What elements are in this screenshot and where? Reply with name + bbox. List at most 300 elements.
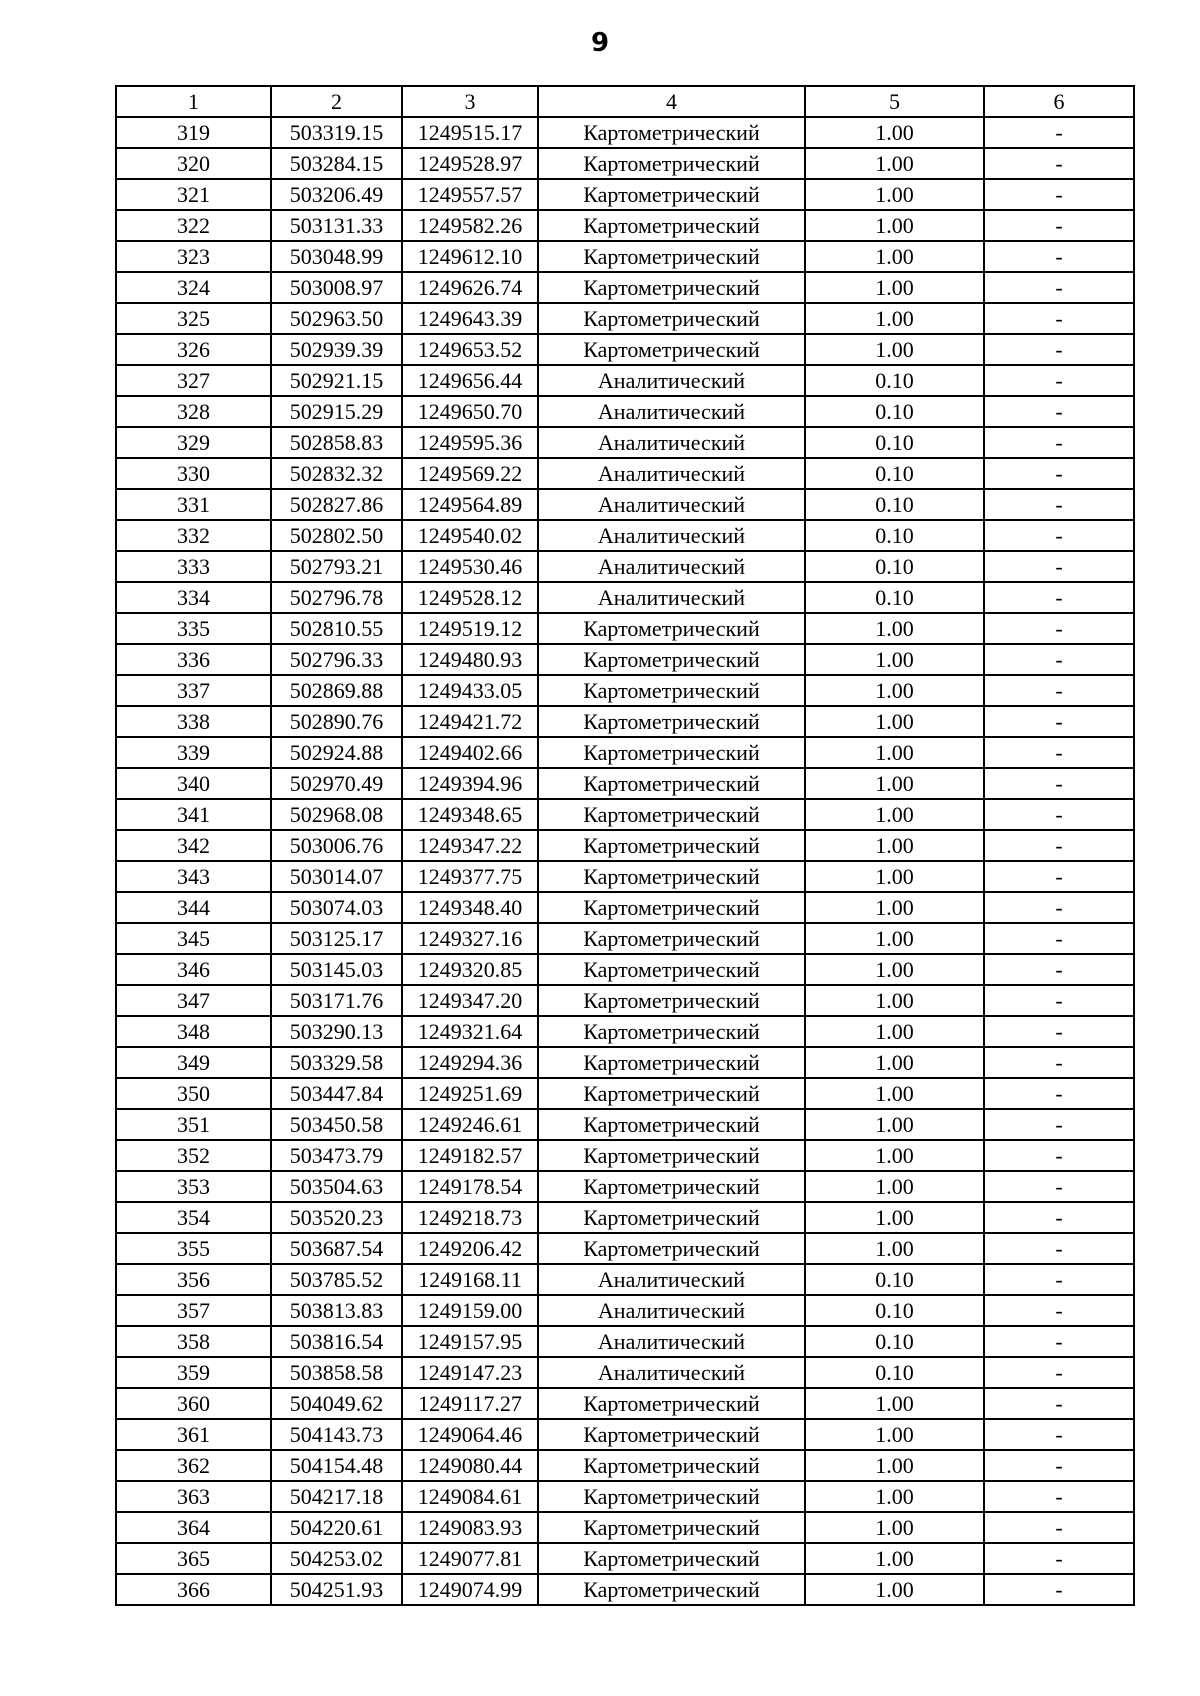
note-cell: - xyxy=(984,1264,1134,1295)
point-number-cell: 342 xyxy=(116,830,271,861)
point-number-cell: 353 xyxy=(116,1171,271,1202)
method-cell: Картометрический xyxy=(538,303,805,334)
accuracy-cell: 1.00 xyxy=(805,334,984,365)
point-number-cell: 351 xyxy=(116,1109,271,1140)
method-cell: Аналитический xyxy=(538,489,805,520)
y-coordinate-cell: 1249530.46 xyxy=(402,551,538,582)
method-cell: Картометрический xyxy=(538,1574,805,1605)
accuracy-cell: 1.00 xyxy=(805,1419,984,1450)
accuracy-cell: 0.10 xyxy=(805,520,984,551)
y-coordinate-cell: 1249515.17 xyxy=(402,117,538,148)
method-cell: Картометрический xyxy=(538,613,805,644)
point-number-cell: 355 xyxy=(116,1233,271,1264)
table-row xyxy=(116,365,1134,396)
x-coordinate-cell: 504049.62 xyxy=(271,1388,402,1419)
note-cell: - xyxy=(984,1109,1134,1140)
point-number-cell: 331 xyxy=(116,489,271,520)
x-coordinate-cell: 503145.03 xyxy=(271,954,402,985)
note-cell: - xyxy=(984,768,1134,799)
point-number-cell: 338 xyxy=(116,706,271,737)
method-cell: Картометрический xyxy=(538,985,805,1016)
method-cell: Аналитический xyxy=(538,1357,805,1388)
accuracy-cell: 0.10 xyxy=(805,458,984,489)
y-coordinate-cell: 1249519.12 xyxy=(402,613,538,644)
x-coordinate-cell: 502869.88 xyxy=(271,675,402,706)
accuracy-cell: 1.00 xyxy=(805,799,984,830)
accuracy-cell: 0.10 xyxy=(805,582,984,613)
accuracy-cell: 1.00 xyxy=(805,985,984,1016)
note-cell: - xyxy=(984,830,1134,861)
x-coordinate-cell: 503048.99 xyxy=(271,241,402,272)
method-cell: Картометрический xyxy=(538,241,805,272)
point-number-cell: 324 xyxy=(116,272,271,303)
accuracy-cell: 1.00 xyxy=(805,1450,984,1481)
method-cell: Картометрический xyxy=(538,830,805,861)
point-number-cell: 361 xyxy=(116,1419,271,1450)
table-row xyxy=(116,551,1134,582)
point-number-cell: 329 xyxy=(116,427,271,458)
x-coordinate-cell: 503319.15 xyxy=(271,117,402,148)
table-row xyxy=(116,210,1134,241)
point-number-cell: 330 xyxy=(116,458,271,489)
table-row xyxy=(116,520,1134,551)
note-cell: - xyxy=(984,923,1134,954)
point-number-cell: 364 xyxy=(116,1512,271,1543)
y-coordinate-cell: 1249159.00 xyxy=(402,1295,538,1326)
y-coordinate-cell: 1249643.39 xyxy=(402,303,538,334)
x-coordinate-cell: 502832.32 xyxy=(271,458,402,489)
point-number-cell: 358 xyxy=(116,1326,271,1357)
table-row xyxy=(116,1357,1134,1388)
method-cell: Картометрический xyxy=(538,1047,805,1078)
y-coordinate-cell: 1249218.73 xyxy=(402,1202,538,1233)
accuracy-cell: 1.00 xyxy=(805,272,984,303)
y-coordinate-cell: 1249377.75 xyxy=(402,861,538,892)
accuracy-cell: 1.00 xyxy=(805,1512,984,1543)
column-header: 4 xyxy=(538,86,805,117)
method-cell: Картометрический xyxy=(538,799,805,830)
table-row xyxy=(116,954,1134,985)
point-number-cell: 354 xyxy=(116,1202,271,1233)
y-coordinate-cell: 1249564.89 xyxy=(402,489,538,520)
note-cell: - xyxy=(984,1047,1134,1078)
y-coordinate-cell: 1249612.10 xyxy=(402,241,538,272)
method-cell: Аналитический xyxy=(538,1264,805,1295)
note-cell: - xyxy=(984,396,1134,427)
x-coordinate-cell: 503171.76 xyxy=(271,985,402,1016)
table-row xyxy=(116,489,1134,520)
x-coordinate-cell: 502802.50 xyxy=(271,520,402,551)
method-cell: Картометрический xyxy=(538,1078,805,1109)
method-cell: Картометрический xyxy=(538,1233,805,1264)
table-row xyxy=(116,1047,1134,1078)
point-number-cell: 322 xyxy=(116,210,271,241)
point-number-cell: 326 xyxy=(116,334,271,365)
table-row xyxy=(116,861,1134,892)
method-cell: Картометрический xyxy=(538,861,805,892)
table-row xyxy=(116,737,1134,768)
table-header-row xyxy=(116,86,1134,117)
table-row xyxy=(116,706,1134,737)
accuracy-cell: 1.00 xyxy=(805,706,984,737)
method-cell: Картометрический xyxy=(538,954,805,985)
note-cell: - xyxy=(984,489,1134,520)
table-row xyxy=(116,799,1134,830)
note-cell: - xyxy=(984,272,1134,303)
note-cell: - xyxy=(984,241,1134,272)
accuracy-cell: 1.00 xyxy=(805,675,984,706)
method-cell: Картометрический xyxy=(538,1450,805,1481)
point-number-cell: 352 xyxy=(116,1140,271,1171)
method-cell: Картометрический xyxy=(538,1419,805,1450)
x-coordinate-cell: 503206.49 xyxy=(271,179,402,210)
y-coordinate-cell: 1249251.69 xyxy=(402,1078,538,1109)
y-coordinate-cell: 1249582.26 xyxy=(402,210,538,241)
accuracy-cell: 1.00 xyxy=(805,954,984,985)
x-coordinate-cell: 503450.58 xyxy=(271,1109,402,1140)
note-cell: - xyxy=(984,1450,1134,1481)
y-coordinate-cell: 1249650.70 xyxy=(402,396,538,427)
x-coordinate-cell: 504220.61 xyxy=(271,1512,402,1543)
accuracy-cell: 1.00 xyxy=(805,1233,984,1264)
table-row xyxy=(116,582,1134,613)
accuracy-cell: 0.10 xyxy=(805,427,984,458)
coordinates-table xyxy=(115,85,1135,1606)
point-number-cell: 328 xyxy=(116,396,271,427)
point-number-cell: 356 xyxy=(116,1264,271,1295)
note-cell: - xyxy=(984,551,1134,582)
point-number-cell: 344 xyxy=(116,892,271,923)
note-cell: - xyxy=(984,1202,1134,1233)
accuracy-cell: 1.00 xyxy=(805,923,984,954)
x-coordinate-cell: 502939.39 xyxy=(271,334,402,365)
note-cell: - xyxy=(984,706,1134,737)
note-cell: - xyxy=(984,303,1134,334)
note-cell: - xyxy=(984,1016,1134,1047)
column-header: 6 xyxy=(984,86,1134,117)
accuracy-cell: 0.10 xyxy=(805,489,984,520)
page-number: 9 xyxy=(590,28,610,58)
method-cell: Аналитический xyxy=(538,1326,805,1357)
y-coordinate-cell: 1249206.42 xyxy=(402,1233,538,1264)
table-row xyxy=(116,644,1134,675)
table-row xyxy=(116,985,1134,1016)
x-coordinate-cell: 504154.48 xyxy=(271,1450,402,1481)
note-cell: - xyxy=(984,1357,1134,1388)
table-row xyxy=(116,1481,1134,1512)
accuracy-cell: 1.00 xyxy=(805,117,984,148)
note-cell: - xyxy=(984,644,1134,675)
x-coordinate-cell: 503125.17 xyxy=(271,923,402,954)
table-row xyxy=(116,303,1134,334)
note-cell: - xyxy=(984,427,1134,458)
point-number-cell: 336 xyxy=(116,644,271,675)
accuracy-cell: 1.00 xyxy=(805,1543,984,1574)
y-coordinate-cell: 1249402.66 xyxy=(402,737,538,768)
x-coordinate-cell: 503014.07 xyxy=(271,861,402,892)
note-cell: - xyxy=(984,210,1134,241)
note-cell: - xyxy=(984,365,1134,396)
table-row xyxy=(116,1078,1134,1109)
note-cell: - xyxy=(984,1574,1134,1605)
method-cell: Картометрический xyxy=(538,768,805,799)
note-cell: - xyxy=(984,954,1134,985)
method-cell: Картометрический xyxy=(538,644,805,675)
y-coordinate-cell: 1249528.12 xyxy=(402,582,538,613)
x-coordinate-cell: 503816.54 xyxy=(271,1326,402,1357)
y-coordinate-cell: 1249347.20 xyxy=(402,985,538,1016)
point-number-cell: 343 xyxy=(116,861,271,892)
x-coordinate-cell: 504251.93 xyxy=(271,1574,402,1605)
note-cell: - xyxy=(984,1481,1134,1512)
x-coordinate-cell: 502921.15 xyxy=(271,365,402,396)
point-number-cell: 346 xyxy=(116,954,271,985)
table-row xyxy=(116,830,1134,861)
table-row xyxy=(116,272,1134,303)
method-cell: Аналитический xyxy=(538,365,805,396)
y-coordinate-cell: 1249168.11 xyxy=(402,1264,538,1295)
x-coordinate-cell: 503131.33 xyxy=(271,210,402,241)
note-cell: - xyxy=(984,1419,1134,1450)
method-cell: Аналитический xyxy=(538,582,805,613)
y-coordinate-cell: 1249074.99 xyxy=(402,1574,538,1605)
method-cell: Картометрический xyxy=(538,210,805,241)
x-coordinate-cell: 503813.83 xyxy=(271,1295,402,1326)
note-cell: - xyxy=(984,520,1134,551)
x-coordinate-cell: 502796.33 xyxy=(271,644,402,675)
table-row xyxy=(116,427,1134,458)
accuracy-cell: 0.10 xyxy=(805,1326,984,1357)
table-row xyxy=(116,613,1134,644)
y-coordinate-cell: 1249117.27 xyxy=(402,1388,538,1419)
method-cell: Картометрический xyxy=(538,923,805,954)
point-number-cell: 350 xyxy=(116,1078,271,1109)
accuracy-cell: 1.00 xyxy=(805,1481,984,1512)
method-cell: Картометрический xyxy=(538,1140,805,1171)
y-coordinate-cell: 1249656.44 xyxy=(402,365,538,396)
y-coordinate-cell: 1249327.16 xyxy=(402,923,538,954)
point-number-cell: 345 xyxy=(116,923,271,954)
point-number-cell: 359 xyxy=(116,1357,271,1388)
y-coordinate-cell: 1249540.02 xyxy=(402,520,538,551)
method-cell: Картометрический xyxy=(538,1481,805,1512)
table-row xyxy=(116,1264,1134,1295)
note-cell: - xyxy=(984,861,1134,892)
table-row xyxy=(116,117,1134,148)
point-number-cell: 341 xyxy=(116,799,271,830)
accuracy-cell: 1.00 xyxy=(805,303,984,334)
accuracy-cell: 1.00 xyxy=(805,1016,984,1047)
method-cell: Картометрический xyxy=(538,1109,805,1140)
note-cell: - xyxy=(984,799,1134,830)
y-coordinate-cell: 1249178.54 xyxy=(402,1171,538,1202)
accuracy-cell: 1.00 xyxy=(805,830,984,861)
method-cell: Картометрический xyxy=(538,148,805,179)
point-number-cell: 363 xyxy=(116,1481,271,1512)
method-cell: Аналитический xyxy=(538,551,805,582)
method-cell: Картометрический xyxy=(538,1512,805,1543)
method-cell: Картометрический xyxy=(538,1388,805,1419)
point-number-cell: 332 xyxy=(116,520,271,551)
accuracy-cell: 0.10 xyxy=(805,551,984,582)
x-coordinate-cell: 503473.79 xyxy=(271,1140,402,1171)
method-cell: Картометрический xyxy=(538,179,805,210)
table-row xyxy=(116,923,1134,954)
y-coordinate-cell: 1249321.64 xyxy=(402,1016,538,1047)
table-row xyxy=(116,1233,1134,1264)
y-coordinate-cell: 1249348.40 xyxy=(402,892,538,923)
note-cell: - xyxy=(984,148,1134,179)
y-coordinate-cell: 1249348.65 xyxy=(402,799,538,830)
note-cell: - xyxy=(984,1512,1134,1543)
x-coordinate-cell: 503329.58 xyxy=(271,1047,402,1078)
table-row xyxy=(116,241,1134,272)
x-coordinate-cell: 502810.55 xyxy=(271,613,402,644)
y-coordinate-cell: 1249294.36 xyxy=(402,1047,538,1078)
note-cell: - xyxy=(984,334,1134,365)
x-coordinate-cell: 502924.88 xyxy=(271,737,402,768)
note-cell: - xyxy=(984,1543,1134,1574)
table-row xyxy=(116,675,1134,706)
point-number-cell: 335 xyxy=(116,613,271,644)
point-number-cell: 365 xyxy=(116,1543,271,1574)
note-cell: - xyxy=(984,737,1134,768)
method-cell: Картометрический xyxy=(538,334,805,365)
point-number-cell: 360 xyxy=(116,1388,271,1419)
column-header: 5 xyxy=(805,86,984,117)
point-number-cell: 349 xyxy=(116,1047,271,1078)
x-coordinate-cell: 503858.58 xyxy=(271,1357,402,1388)
table-row xyxy=(116,1326,1134,1357)
accuracy-cell: 1.00 xyxy=(805,861,984,892)
y-coordinate-cell: 1249569.22 xyxy=(402,458,538,489)
note-cell: - xyxy=(984,1295,1134,1326)
accuracy-cell: 0.10 xyxy=(805,1357,984,1388)
y-coordinate-cell: 1249182.57 xyxy=(402,1140,538,1171)
accuracy-cell: 1.00 xyxy=(805,1171,984,1202)
table-row xyxy=(116,148,1134,179)
note-cell: - xyxy=(984,613,1134,644)
x-coordinate-cell: 503785.52 xyxy=(271,1264,402,1295)
method-cell: Картометрический xyxy=(538,892,805,923)
note-cell: - xyxy=(984,1326,1134,1357)
accuracy-cell: 1.00 xyxy=(805,1388,984,1419)
x-coordinate-cell: 504253.02 xyxy=(271,1543,402,1574)
table-row xyxy=(116,179,1134,210)
point-number-cell: 319 xyxy=(116,117,271,148)
note-cell: - xyxy=(984,458,1134,489)
table-row xyxy=(116,1109,1134,1140)
table-row xyxy=(116,768,1134,799)
x-coordinate-cell: 502915.29 xyxy=(271,396,402,427)
accuracy-cell: 1.00 xyxy=(805,768,984,799)
x-coordinate-cell: 502890.76 xyxy=(271,706,402,737)
accuracy-cell: 1.00 xyxy=(805,892,984,923)
point-number-cell: 357 xyxy=(116,1295,271,1326)
x-coordinate-cell: 503008.97 xyxy=(271,272,402,303)
x-coordinate-cell: 502970.49 xyxy=(271,768,402,799)
x-coordinate-cell: 502793.21 xyxy=(271,551,402,582)
table-row xyxy=(116,1512,1134,1543)
method-cell: Картометрический xyxy=(538,675,805,706)
y-coordinate-cell: 1249421.72 xyxy=(402,706,538,737)
note-cell: - xyxy=(984,1388,1134,1419)
y-coordinate-cell: 1249080.44 xyxy=(402,1450,538,1481)
x-coordinate-cell: 503520.23 xyxy=(271,1202,402,1233)
point-number-cell: 327 xyxy=(116,365,271,396)
table-row xyxy=(116,458,1134,489)
accuracy-cell: 1.00 xyxy=(805,1078,984,1109)
table-row xyxy=(116,892,1134,923)
column-header: 1 xyxy=(116,86,271,117)
y-coordinate-cell: 1249147.23 xyxy=(402,1357,538,1388)
method-cell: Картометрический xyxy=(538,117,805,148)
point-number-cell: 323 xyxy=(116,241,271,272)
y-coordinate-cell: 1249077.81 xyxy=(402,1543,538,1574)
y-coordinate-cell: 1249480.93 xyxy=(402,644,538,675)
x-coordinate-cell: 502968.08 xyxy=(271,799,402,830)
x-coordinate-cell: 502827.86 xyxy=(271,489,402,520)
method-cell: Картометрический xyxy=(538,1543,805,1574)
x-coordinate-cell: 502858.83 xyxy=(271,427,402,458)
accuracy-cell: 0.10 xyxy=(805,396,984,427)
y-coordinate-cell: 1249595.36 xyxy=(402,427,538,458)
note-cell: - xyxy=(984,985,1134,1016)
y-coordinate-cell: 1249084.61 xyxy=(402,1481,538,1512)
method-cell: Картометрический xyxy=(538,1016,805,1047)
table-body xyxy=(116,117,1134,1605)
y-coordinate-cell: 1249083.93 xyxy=(402,1512,538,1543)
note-cell: - xyxy=(984,179,1134,210)
accuracy-cell: 0.10 xyxy=(805,365,984,396)
table-row xyxy=(116,1419,1134,1450)
table-row xyxy=(116,396,1134,427)
note-cell: - xyxy=(984,892,1134,923)
x-coordinate-cell: 504143.73 xyxy=(271,1419,402,1450)
y-coordinate-cell: 1249557.57 xyxy=(402,179,538,210)
accuracy-cell: 1.00 xyxy=(805,210,984,241)
y-coordinate-cell: 1249653.52 xyxy=(402,334,538,365)
x-coordinate-cell: 503504.63 xyxy=(271,1171,402,1202)
point-number-cell: 339 xyxy=(116,737,271,768)
accuracy-cell: 1.00 xyxy=(805,179,984,210)
x-coordinate-cell: 503290.13 xyxy=(271,1016,402,1047)
accuracy-cell: 1.00 xyxy=(805,1140,984,1171)
accuracy-cell: 1.00 xyxy=(805,241,984,272)
note-cell: - xyxy=(984,1140,1134,1171)
note-cell: - xyxy=(984,582,1134,613)
table-row xyxy=(116,1388,1134,1419)
accuracy-cell: 1.00 xyxy=(805,1109,984,1140)
table-row xyxy=(116,1016,1134,1047)
accuracy-cell: 0.10 xyxy=(805,1295,984,1326)
table-row xyxy=(116,1202,1134,1233)
point-number-cell: 325 xyxy=(116,303,271,334)
x-coordinate-cell: 503447.84 xyxy=(271,1078,402,1109)
note-cell: - xyxy=(984,1171,1134,1202)
y-coordinate-cell: 1249246.61 xyxy=(402,1109,538,1140)
note-cell: - xyxy=(984,117,1134,148)
table-row xyxy=(116,1171,1134,1202)
column-header: 3 xyxy=(402,86,538,117)
method-cell: Аналитический xyxy=(538,1295,805,1326)
method-cell: Аналитический xyxy=(538,520,805,551)
accuracy-cell: 1.00 xyxy=(805,1047,984,1078)
method-cell: Картометрический xyxy=(538,272,805,303)
table-row xyxy=(116,1450,1134,1481)
method-cell: Картометрический xyxy=(538,1202,805,1233)
x-coordinate-cell: 503074.03 xyxy=(271,892,402,923)
